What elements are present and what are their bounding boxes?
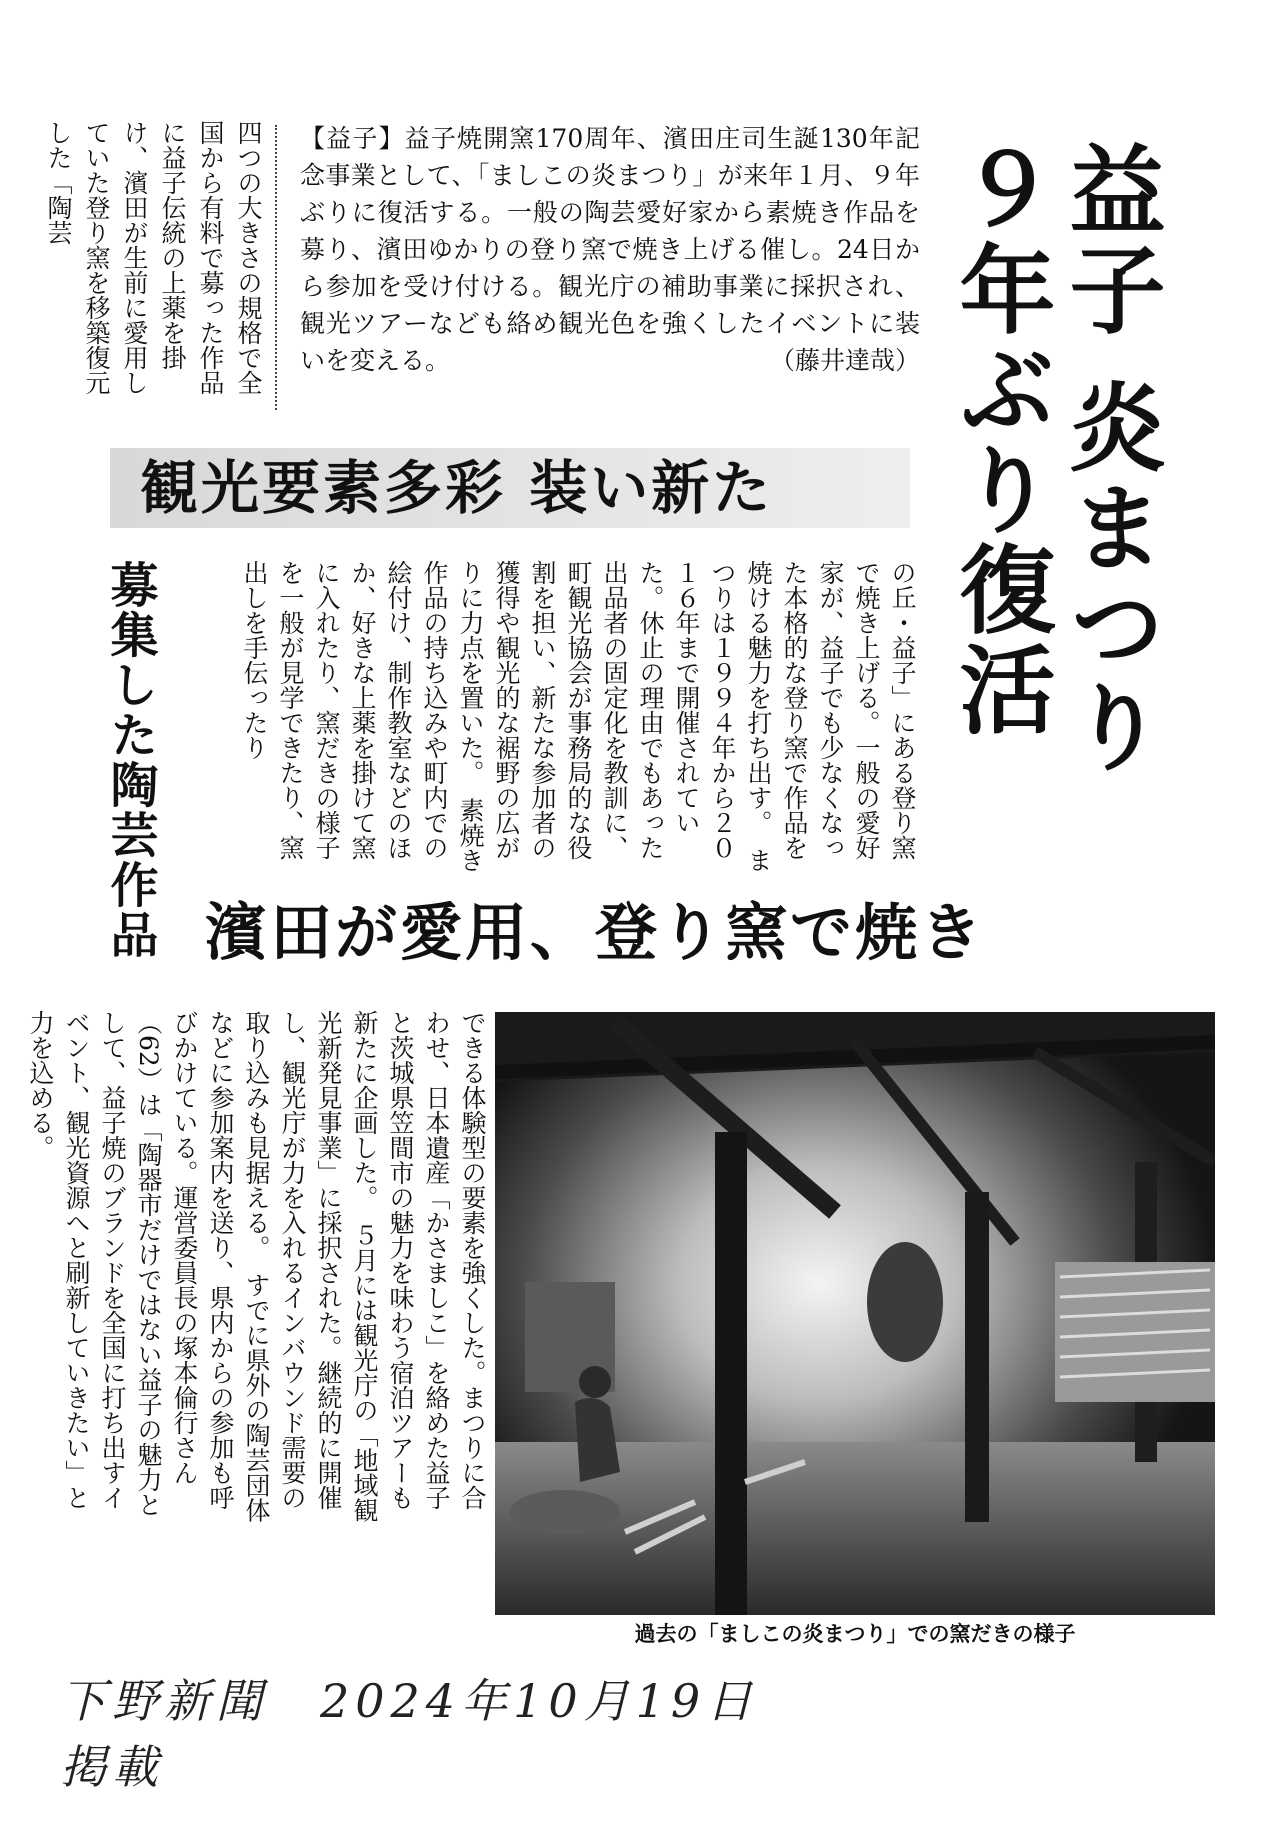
lead-text: 【益子】益子焼開窯170周年、濱田庄司生誕130年記念事業として、「ましこの炎まつり」が来年１月、９年ぶりに復活する。一般の陶芸愛好家から素焼き作品を募り、濱田ゆかりの登り窯で焼き上げる催し。24日から参加を受け付ける。観光庁の補助事業に採択され、観光ツアーなども絡め観光色を強くしたイベントに装いを変える。 [300, 124, 920, 375]
subhead-2: 濱田が愛用、登り窯で焼き [205, 896, 986, 969]
byline: （藤井達哉） [769, 346, 920, 375]
photo-caption: 過去の「ましこの炎まつり」での窯だきの様子 [634, 1622, 1076, 1646]
middle-body: の丘・益子」にある登り窯で焼き上げる。一般の愛好家が、益子でも少なくなった本格的な登り窯で作品を焼ける魅力を打ち出す。 まつりは１９９４年から２０１６年まで開催されていた。休止の理由でもあった出品者の固定化を教訓に、町観光協会が事務局的な役割を担い、新たな参加者の獲得や観光的な裾野の広がりに力点を置いた。 素焼き作品の持ち込みや町内での絵付け、制作教室などのほか、好きな上薬を掛けて窯に入れたり、窯だきの様子を一般が見学できたり、窯出しを手伝ったり [240, 560, 917, 873]
column-separator [275, 125, 277, 410]
lower-body: できる体験型の要素を強くした。まつりに合わせ、日本遺産「かさましこ」を絡めた益子と茨城県笠間市の魅力を味わう宿泊ツアーも新たに企画した。 ５月には観光庁の「地域観光新発見事業」に採択された。継続的に開催し、観光庁が力を入れるインバウンド需要の取り込みも見据える。 すでに県外の陶芸団体などに参加案内を送り、県内からの参加も呼びかけている。運営委員長の塚本倫行さん（62）は「陶器市だけではない益子の魅力として、益子焼のブランドを全国に打ち出すイベント、観光資源へと刷新していきたい」と力を込める。 [26, 1010, 487, 1523]
headline-line-1: 益子 炎まつり [1054, 140, 1166, 778]
kiln-photo-image [495, 1012, 1215, 1615]
lead-paragraph [300, 120, 920, 379]
headline [935, 140, 1165, 860]
subhead-1: 観光要素多彩 装い新た [110, 448, 910, 528]
handwritten-note: 下野新聞 2024年10月19日 掲載 [60, 1674, 759, 1794]
top-left-column: 四つの大きさの規格で全国から有料で募った作品に益子伝統の上薬を掛け、濱田が生前に愛用していた登り窯を移築復元した「陶芸 [44, 120, 263, 395]
headline-line-2: ９年ぶり復活 [944, 140, 1056, 740]
subhead-left: 募集した陶芸作品 [102, 560, 158, 960]
kiln-photo [495, 1012, 1215, 1615]
